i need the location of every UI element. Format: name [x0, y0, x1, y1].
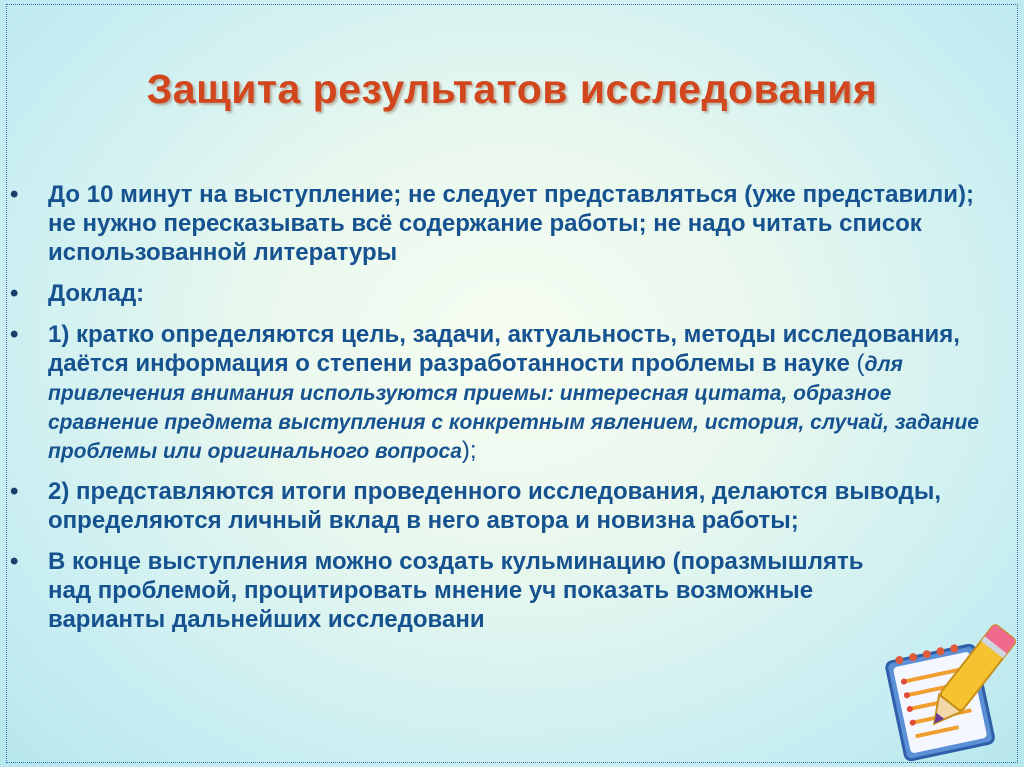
paren-close: );	[461, 437, 477, 464]
list-item	[10, 320, 995, 465]
list-item-text: В конце выступления можно создать кульминацию (поразмышлять над проблемой, процитировать мнение уч показать возможные варианты дальнейших исследовани	[48, 548, 864, 633]
slide-title: Защита результатов исследования	[146, 66, 878, 112]
list-item-text: 2) представляются итоги проведенного исследования, делаются выводы, определяются личный вклад в него автора и новизна работы;	[48, 478, 941, 534]
paren-open: (	[856, 350, 865, 377]
list-item-text: 1) кратко определяются цель, задачи, актуальность, методы исследования, даётся информация о степени разработанности проблемы в науке	[48, 321, 960, 377]
notepad-pencil-icon	[872, 612, 1018, 762]
list-item-italic-note: для привлечения внимания используются приемы: интересная цитата, образное сравнение предмета выступления с конкретным явлением, история, случай, задание проблемы или оригинального вопроса	[48, 353, 979, 463]
bullet-icon: •	[10, 548, 19, 575]
list-item	[10, 180, 995, 267]
list-item-text: Доклад:	[48, 280, 145, 307]
list-item-text: До 10 минут на выступление; не следует представляться (уже представили); не нужно пересказывать всё содержание работы; не надо читать список использованной литературы	[48, 181, 974, 266]
bullet-icon: •	[10, 181, 19, 208]
list-item	[10, 279, 995, 308]
bullet-icon: •	[10, 478, 19, 505]
bullet-list	[10, 180, 995, 646]
list-item	[10, 477, 995, 535]
bullet-icon: •	[10, 321, 19, 348]
list-item	[10, 547, 995, 634]
bullet-icon: •	[10, 280, 19, 307]
